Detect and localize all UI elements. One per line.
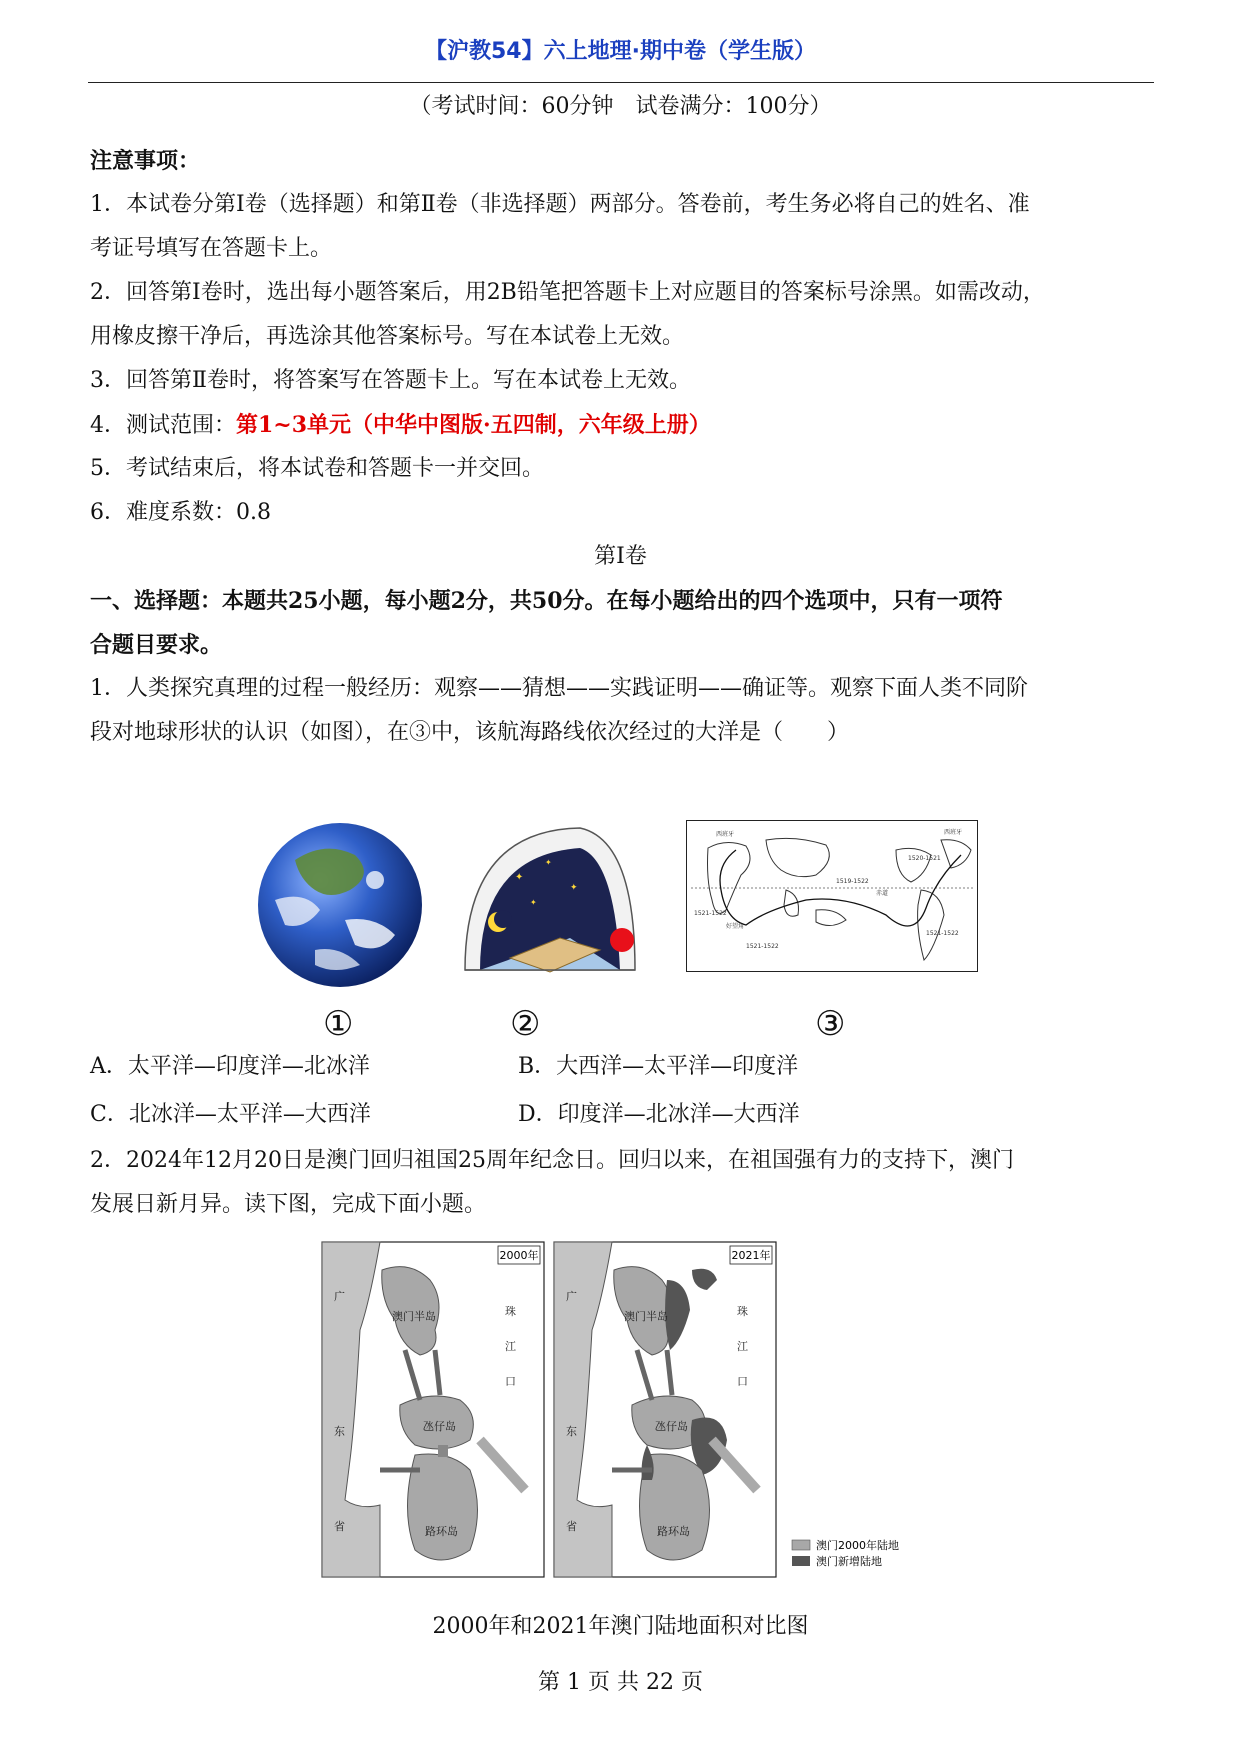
- map-label: 1521-1522: [694, 910, 727, 917]
- label-peninsula: 澳门半岛: [624, 1310, 668, 1323]
- macau-map-comparison: [320, 1240, 920, 1580]
- label-kou: 口: [505, 1375, 516, 1388]
- question-1-stem: 1．人类探究真理的过程一般经历：观察——猜想——实践证明——确证等。观察下面人类不同阶: [90, 676, 1028, 701]
- exam-info: （考试时间：60分钟 试卷满分：100分）: [409, 94, 832, 119]
- map-legend: [792, 1538, 899, 1568]
- world-voyage-map: [686, 820, 978, 972]
- note-item: 5．考试结束后，将本试卷和答题卡一并交回。: [90, 456, 544, 481]
- page-footer: 第 1 页 共 22 页: [538, 1670, 703, 1695]
- note-item: 3．回答第Ⅱ卷时，将答案写在答题卡上。写在本试卷上无效。: [90, 368, 691, 393]
- map-year-2021: 2021年: [731, 1249, 771, 1262]
- label-taipa: 氹仔岛: [423, 1420, 456, 1433]
- map-label: 赤道: [876, 890, 889, 897]
- note-item: 6．难度系数：0.8: [90, 500, 271, 525]
- label-guang: 广: [334, 1290, 345, 1303]
- note-item: 用橡皮擦干净后，再选涂其他答案标号。写在本试卷上无效。: [90, 324, 685, 349]
- note-item: 1．本试卷分第Ⅰ卷（选择题）和第Ⅱ卷（非选择题）两部分。答卷前，考生务必将自己的姓名、准: [90, 192, 1030, 217]
- question-2-stem: 2．2024年12月20日是澳门回归祖国25周年纪念日。回归以来，在祖国强有力的支持下，澳门: [90, 1148, 1014, 1173]
- map-label: 1519-1522: [836, 878, 869, 885]
- section-heading: 合题目要求。: [90, 632, 223, 658]
- map-label: 1521-1522: [746, 943, 779, 950]
- label-sheng: 省: [334, 1520, 345, 1533]
- note-item: 考证号填写在答题卡上。: [90, 236, 333, 261]
- label-taipa: 氹仔岛: [655, 1420, 688, 1433]
- label-sheng: 省: [566, 1520, 577, 1533]
- macau-map-2021: [554, 1242, 776, 1577]
- note-item-4-prefix: 4．测试范围：: [90, 413, 236, 438]
- map-label: 西班牙: [944, 829, 963, 836]
- label-guang: 广: [566, 1290, 577, 1303]
- legend-new-land: 澳门新增陆地: [816, 1555, 882, 1568]
- label-coloane: 路环岛: [657, 1525, 690, 1538]
- label-coloane: 路环岛: [425, 1525, 458, 1538]
- part-title: 第Ⅰ卷: [594, 544, 647, 569]
- figure-label-3: ③: [815, 1004, 846, 1044]
- question-1-stem: 段对地球形状的认识（如图），在③中，该航海路线依次经过的大洋是（ ）: [90, 720, 850, 745]
- test-range: 第1~3单元（中华中图版·五四制，六年级上册）: [236, 412, 711, 438]
- dome-sky-image: [450, 820, 640, 980]
- legend-land-2000: 澳门2000年陆地: [816, 1539, 899, 1552]
- label-peninsula: 澳门半岛: [392, 1310, 436, 1323]
- figure-label-2: ②: [510, 1004, 541, 1044]
- option-b[interactable]: B．大西洋—太平洋—印度洋: [518, 1054, 799, 1079]
- option-a[interactable]: A．太平洋—印度洋—北冰洋: [90, 1054, 370, 1079]
- document-header: 【沪教54】六上地理·期中卷（学生版）: [425, 39, 816, 64]
- label-jiang: 江: [505, 1340, 516, 1353]
- label-dong: 东: [566, 1425, 577, 1438]
- question-2-stem: 发展日新月异。读下图，完成下面小题。: [90, 1192, 487, 1217]
- figure-label-1: ①: [323, 1004, 354, 1044]
- label-jiang: 江: [737, 1340, 748, 1353]
- map-year-2000: 2000年: [499, 1249, 539, 1262]
- label-kou: 口: [737, 1375, 748, 1388]
- notes-title: 注意事项：: [90, 148, 201, 174]
- map-label: 好望角: [726, 923, 745, 930]
- section-heading: 一、选择题：本题共25小题，每小题2分，共50分。在每小题给出的四个选项中，只有一项符: [90, 588, 1003, 614]
- option-c[interactable]: C．北冰洋—太平洋—大西洋: [90, 1102, 371, 1127]
- note-item-4: [90, 410, 711, 441]
- note-item: 2．回答第Ⅰ卷时，选出每小题答案后，用2B铅笔把答题卡上对应题目的答案标号涂黑。如需改动，: [90, 280, 1045, 305]
- figure-caption: 2000年和2021年澳门陆地面积对比图: [432, 1614, 809, 1639]
- map-label: 1520-1521: [908, 855, 941, 862]
- svg-text:✦: ✦: [515, 872, 524, 883]
- svg-text:✦: ✦: [530, 898, 537, 907]
- macau-map-2000: [322, 1242, 544, 1577]
- option-d[interactable]: D．印度洋—北冰洋—大西洋: [518, 1102, 800, 1127]
- svg-text:✦: ✦: [570, 883, 578, 893]
- earth-globe-image: [255, 820, 425, 990]
- header-divider: [88, 82, 1154, 83]
- label-zhu: 珠: [737, 1305, 748, 1318]
- svg-text:✦: ✦: [545, 858, 552, 867]
- map-label: 西班牙: [716, 831, 735, 838]
- map-label: 1521-1522: [926, 930, 959, 937]
- label-dong: 东: [334, 1425, 345, 1438]
- label-zhu: 珠: [505, 1305, 516, 1318]
